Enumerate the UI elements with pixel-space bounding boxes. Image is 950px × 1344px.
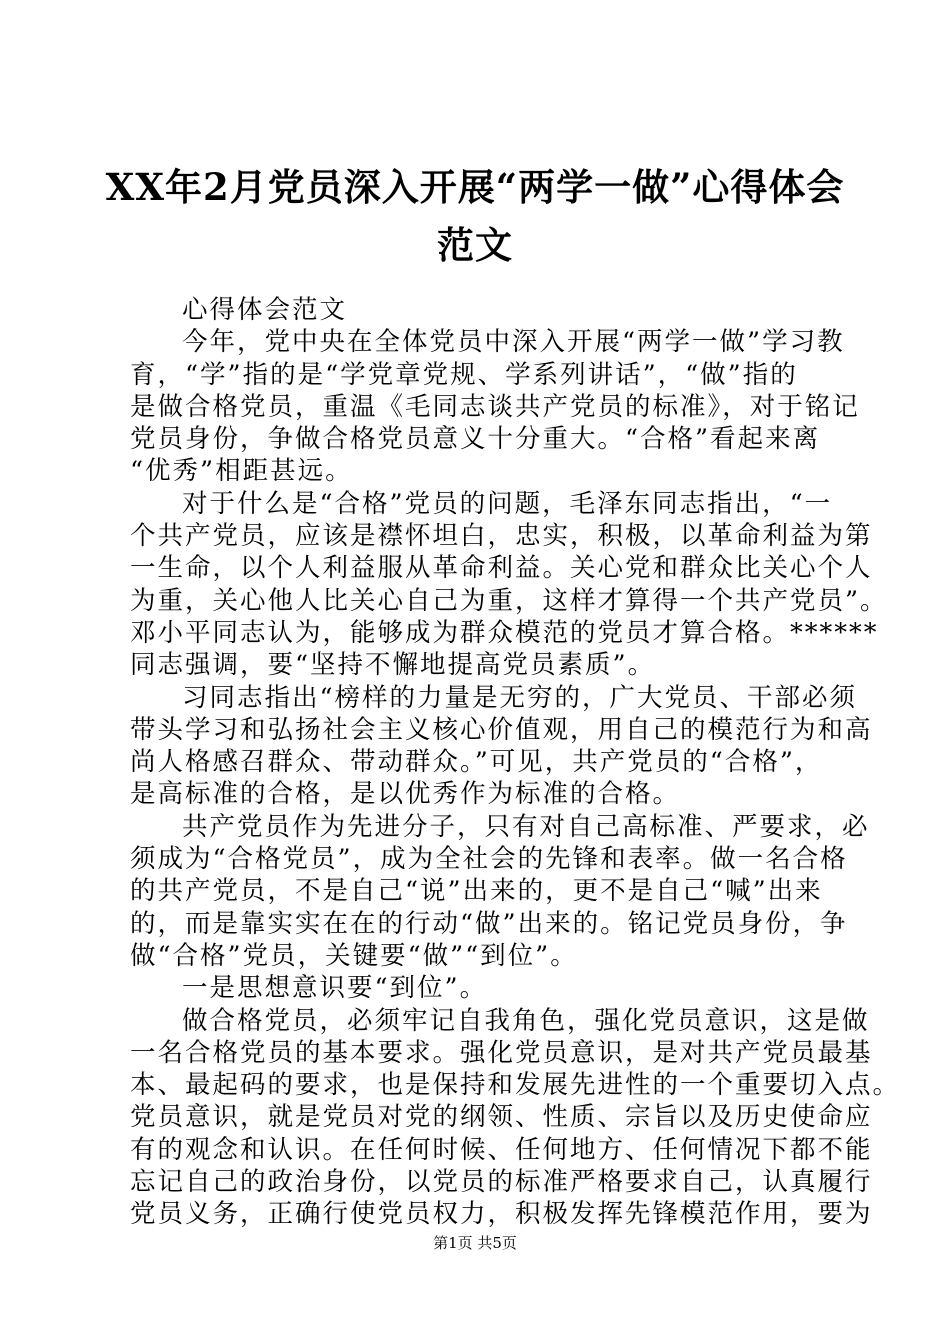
document-title-line2: 范文 <box>437 223 513 267</box>
body-line: 尚人格感召群众、带动群众。”可见，共产党员的“合格”， <box>130 747 823 778</box>
body-line: 本、最起码的要求，也是保持和发展先进性的一个重要切入点。 <box>130 1070 901 1101</box>
body-line: 共产党员作为先进分子，只有对自己高标准、严要求，必 <box>182 811 870 842</box>
body-line: 的，而是靠实实在在的行动“做”出来的。铭记党员身份，争 <box>130 908 848 939</box>
page-footer: 第1页 共5页 <box>433 1234 517 1252</box>
body-line: 今年，党中央在全体党员中深入开展“两学一做”学习教 <box>182 327 845 358</box>
body-line: 对于什么是“合格”党员的问题，毛泽东同志指出，“一 <box>182 488 833 519</box>
body-line: 一名合格党员的基本要求。强化党员意识，是对共产党员最基 <box>130 1037 873 1068</box>
body-line: 带头学习和弘扬社会主义核心价值观，用自己的模范行为和高 <box>130 714 873 745</box>
body-line: 邓小平同志认为，能够成为群众模范的党员才算合格。****** <box>130 617 879 648</box>
body-line: 党员义务，正确行使党员权力，积极发挥先锋模范作用，要为 <box>130 1199 873 1230</box>
document-title-line1: XX年2月党员深入开展“两学一做”心得体会 <box>105 165 845 209</box>
body-line: 做合格党员，必须牢记自我角色，强化党员意识，这是做 <box>182 1005 870 1036</box>
body-line: 忘记自己的政治身份，以党员的标准严格要求自己，认真履行 <box>130 1167 873 1198</box>
body-line: 做“合格”党员，关键要“做”“到位”。 <box>130 940 578 971</box>
body-line: 须成为“合格党员”，成为全社会的先锋和表率。做一名合格 <box>130 844 848 875</box>
body-line: 习同志指出“榜样的力量是无穷的，广大党员、干部必须 <box>182 682 858 713</box>
body-line: 为重，关心他人比关心自己为重，这样才算得一个共产党员”。 <box>130 585 888 616</box>
body-line: 一生命，以个人利益服从革命利益。关心党和群众比关心个人 <box>130 553 873 584</box>
body-line: 育，“学”指的是“学党章党规、学系列讲话”，“做”指的 <box>130 359 798 390</box>
body-line: “优秀”相距甚远。 <box>130 456 353 487</box>
body-line: 一是思想意识要“到位”。 <box>182 973 488 1004</box>
body-line: 党员意识，就是党员对党的纲领、性质、宗旨以及历史使命应 <box>130 1102 873 1133</box>
document-body <box>130 294 901 1231</box>
body-line: 心得体会范文 <box>182 295 348 325</box>
body-line: 个共产党员，应该是襟怀坦白，忠实，积极，以革命利益为第 <box>130 521 873 552</box>
body-line: 同志强调，要“坚持不懈地提高党员素质”。 <box>130 650 656 681</box>
body-line: 有的观念和认识。在任何时候、任何地方、任何情况下都不能 <box>130 1134 873 1165</box>
body-line: 党员身份，争做合格党员意义十分重大。“合格”看起来离 <box>130 424 821 455</box>
body-line: 是做合格党员，重温《毛同志谈共产党员的标准》，对于铭记 <box>130 391 860 422</box>
body-line: 是高标准的合格，是以优秀作为标准的合格。 <box>130 779 681 810</box>
body-line: 的共产党员，不是自己“说”出来的，更不是自己“喊”出来 <box>130 876 823 907</box>
